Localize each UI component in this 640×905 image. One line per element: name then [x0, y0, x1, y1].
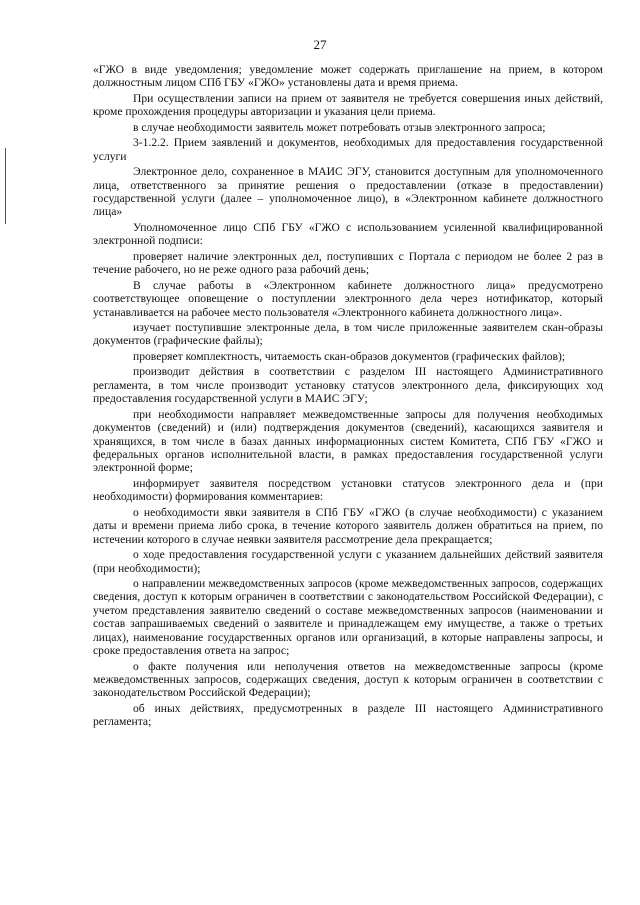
body-paragraph: при необходимости направляет межведомственные запросы для получения необходимых документов (сведений) и (или) подтверждения документов (сведений), касающихся заявителя и хранящихся, в том числе в базах данных информационных систем Комитета, СПб ГБУ «ГЖО и федеральных органов исполнительной власти, в рамках предоставления государственной услуги электронной форме; — [93, 407, 603, 475]
document-body — [93, 63, 603, 731]
page-number: 27 — [313, 37, 327, 52]
section-heading: 3-1.2.2. Прием заявлений и документов, необходимых для предоставления государственной услуги — [93, 136, 603, 163]
body-paragraph: Электронное дело, сохраненное в МАИС ЭГУ, становится доступным для уполномоченного лица, ответственного за принятие решения о предоставлении (отказе в предоставлении) государственной услуги (далее – уполномоченное лицо), в «Электронном кабинете должностного лица» — [93, 165, 603, 219]
body-paragraph: производит действия в соответствии с разделом III настоящего Административного регламента, в том числе производит установку статусов электронного дела, фиксирующих ход предоставления государственной услуги в МАИС ЭГУ; — [93, 365, 603, 406]
body-paragraph: Уполномоченное лицо СПб ГБУ «ГЖО с использованием усиленной квалифицированной электронной подписи: — [93, 220, 603, 248]
body-paragraph: в случае необходимости заявитель может потребовать отзыв электронного запроса; — [133, 120, 546, 134]
body-paragraph: изучает поступившие электронные дела, в том числе приложенные заявителем скан-образы документов (графические файлы); — [93, 321, 603, 348]
body-paragraph: проверяет наличие электронных дел, поступивших с Портала с периодом не более 2 раз в течение рабочего, но не реже одного раза рабочий день; — [93, 249, 603, 277]
body-paragraph: проверяет комплектность, читаемость скан-образов документов (графических файлов); — [133, 349, 566, 363]
body-paragraph: о необходимости явки заявителя в СПб ГБУ «ГЖО (в случае необходимости) с указанием даты и времени приема либо срока, в течение которого заявитель должен обратиться на прием, по истечении которого в случае неявки заявителя рассмотрение дела прекращается; — [93, 505, 603, 546]
body-paragraph: В случае работы в «Электронном кабинете должностного лица» предусмотрено соответствующее оповещение о поступлении электронного дела через нотификатор, который устанавливается на рабочее место пользователя «Электронного кабинета должностного лица». — [93, 278, 603, 319]
margin-change-bar — [5, 184, 6, 224]
body-paragraph: «ГЖО в виде уведомления; уведомление может содержать приглашение на прием, в котором должностным лицом СПб ГБУ «ГЖО» установлены дата и время приема. — [93, 63, 603, 90]
body-paragraph: При осуществлении записи на прием от заявителя не требуется совершения иных действий, кроме прохождения процедуры авторизации и указания цели приема. — [93, 91, 603, 119]
body-paragraph: информирует заявителя посредством установки статусов электронного дела и (при необходимости) формирования комментариев: — [93, 476, 603, 504]
body-paragraph: о направлении межведомственных запросов (кроме межведомственных запросов, содержащих сведения, доступ к которым ограничен в соответствии с законодательством Российской Федерации), с учетом представления заявителю сведений о составе межведомственных запросов (наименовании и состав запрашиваемых сведений о заявителе и принадлежащем ему имуществе, а также о третьих лицах), наименование государственных органов или организаций, в которые направлены запросы, и сроке предоставления ответа на запрос; — [93, 577, 603, 658]
body-paragraph: о ходе предоставления государственной услуги с указанием дальнейших действий заявителя (при необходимости); — [93, 548, 603, 575]
body-paragraph: о факте получения или неполучения ответов на межведомственные запросы (кроме межведомственных запросов, содержащих сведения, доступ к которым ограничен в соответствии с законодательством Российской Федерации); — [93, 659, 603, 700]
body-paragraph: об иных действиях, предусмотренных в разделе III настоящего Административного регламента; — [93, 701, 603, 729]
